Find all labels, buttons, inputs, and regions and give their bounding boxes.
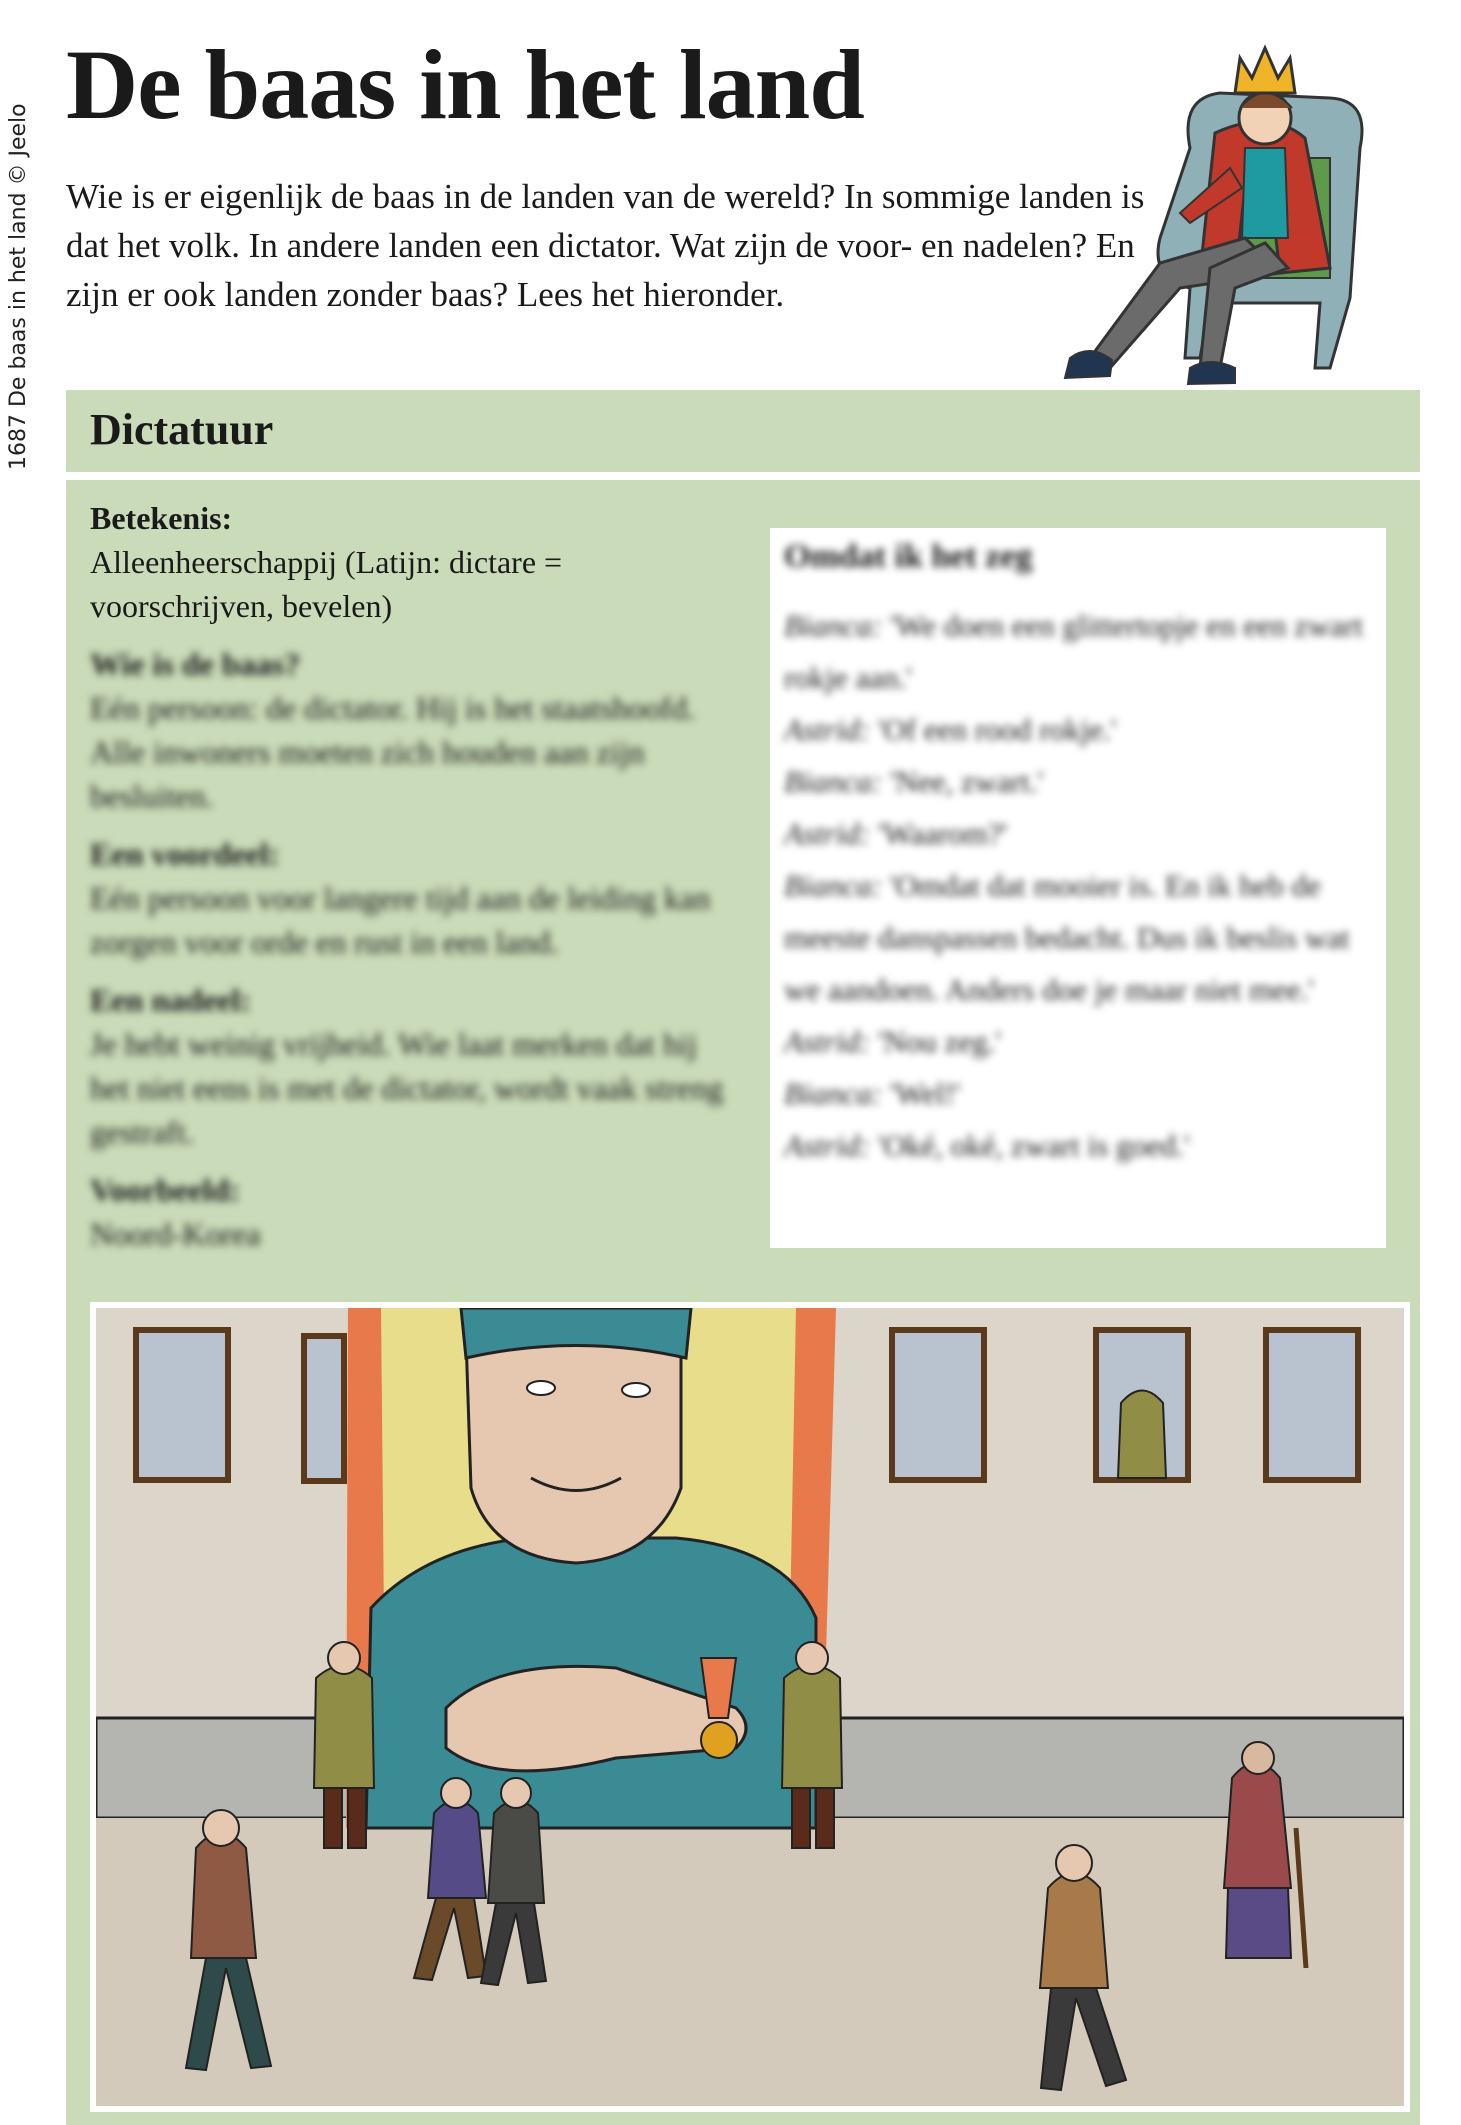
who-block [90, 642, 730, 818]
dialogue-line: Astrid: 'Of een rood rokje.' [784, 712, 1117, 747]
pro-block [90, 832, 730, 964]
side-credit [6, 70, 42, 470]
section-header [66, 390, 1420, 472]
pro-text: Eén persoon voor langere tijd aan de leiding kan zorgen voor orde en rust in een land. [90, 880, 711, 960]
example-label: Voorbeeld: [90, 1172, 240, 1208]
dictatorship-panel [66, 480, 1420, 2125]
meaning-label: Betekenis: [90, 500, 233, 536]
con-label: Een nadeel: [90, 982, 251, 1018]
dictator-street-illustration [90, 1302, 1410, 2112]
meaning-block [90, 496, 730, 628]
intro-text: Wie is er eigenlijk de baas in de landen van de wereld? In sommige landen is dat het volk. In andere landen een dictator. Wat zijn de voor- en nadelen? En zijn er ook landen zonder baas? Lees het hieronder. [66, 177, 1145, 314]
side-credit-text: 1687 De baas in het land © Jeelo [6, 103, 31, 470]
example-block [90, 1168, 730, 1256]
example-text: Noord-Korea [90, 1216, 261, 1252]
page-title: De baas in het land [66, 29, 864, 140]
dialogue-line: Bianca: 'Omdat dat mooier is. En ik heb de meeste danspassen bedacht. Dus ik beslis wat we aandoen. Anders doe je maar niet mee.' [784, 868, 1350, 1007]
dialogue-line: Astrid: 'Nou zeg.' [784, 1024, 1001, 1059]
street-scene [96, 1308, 1404, 2106]
dialogue-line: Bianca: 'Nee, zwart.' [784, 764, 1044, 799]
dialogue-line: Bianca: 'We doen een glittertopje en een zwart rokje aan.' [784, 608, 1363, 695]
king-illustration [1030, 38, 1420, 408]
dialogue-line: Bianca: 'Wel!' [784, 1076, 961, 1111]
dialogue-box [770, 528, 1386, 1248]
dialogue-lines [784, 600, 1369, 1172]
dialogue-title: Omdat ik het zeg [784, 538, 1033, 575]
con-block [90, 978, 730, 1154]
pro-label: Een voordeel: [90, 836, 280, 872]
who-label: Wie is de baas? [90, 646, 301, 682]
con-text: Je hebt weinig vrijheid. Wie laat merken dat hij het niet eens is met de dictator, wordt vaak streng gestraft. [90, 1026, 724, 1150]
dialogue-line: Astrid: 'Oké, oké, zwart is goed.' [784, 1128, 1190, 1163]
dialogue-line: Astrid: 'Waarom?' [784, 816, 1008, 851]
who-text: Eén persoon: de dictator. Hij is het staatshoofd. Alle inwoners moeten zich houden aan zijn besluiten. [90, 690, 696, 814]
section-heading: Dictatuur [90, 405, 274, 454]
meaning-text: Alleenheerschappij (Latijn: dictare = voorschrijven, bevelen) [90, 544, 563, 624]
